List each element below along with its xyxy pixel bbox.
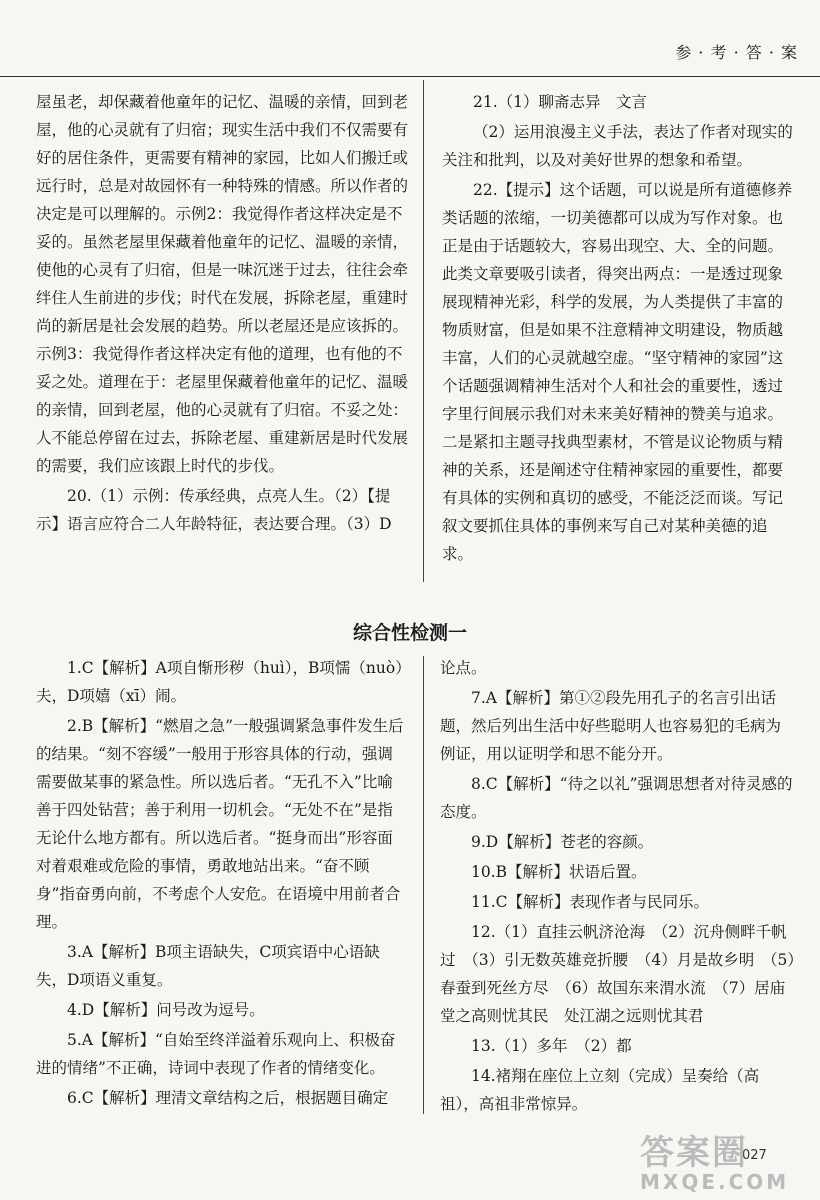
- upper-left-column: [36, 88, 408, 540]
- column-divider-top: [423, 80, 424, 582]
- answer-paragraph: 21.（1）聊斋志异 文言: [473, 93, 648, 111]
- answer-item: 12.（1）直挂云帆济沧海 （2）沉舟侧畔千帆过 （3）引无数英雄竞折腰 （4）月是故乡明 （5）春蚕到死丝方尽 （6）故国东来渭水流 （7）居庙堂之高则忧其民 处江湖之远则忧其君: [440, 923, 796, 1025]
- watermark-text: 答案圈: [640, 1133, 748, 1173]
- answer-item: 7.A【解析】第①②段先用孔子的名言引出话题，然后列出生活中好些聪明人也容易犯的毛病为例证，用以证明学和思不能分开。: [440, 689, 782, 763]
- lower-left-column: [36, 654, 408, 1114]
- section-title: 综合性检测一: [352, 622, 467, 644]
- answer-paragraph: 屋虽老，却保藏着他童年的记忆、温暖的亲情，回到老屋，他的心灵就有了归宿；现实生活中我们不仅需要有好的居住条件，更需要有精神的家园，比如人们搬迁或远行时，总是对故园怀有一种特殊的情感。所以作者的决定是可以理解的。示例2：我觉得作者这样决定是不妥的。虽然老屋里保藏着他童年的记忆、温暖的亲情，使他的心灵有了归宿，但是一味沉迷于过去，往往会牵绊住人生前进的步伐；时代在发展，拆除老屋，重建时尚的新居是社会发展的趋势。所以老屋还是应该拆的。示例3：我觉得作者这样决定有他的道理，也有他的不妥之处。道理在于：老屋里保藏着他童年的记忆、温暖的亲情，回到老屋，他的心灵就有了归宿。不妥之处：人不能总停留在过去，拆除老屋、重建新居是时代发展的需要，我们应该跟上时代的步伐。: [36, 93, 409, 475]
- upper-right-column: [442, 88, 798, 570]
- watermark-url: MXQE.COM: [640, 1170, 790, 1194]
- answer-item: 8.C【解析】“待之以礼”强调思想者对待灵感的态度。: [440, 775, 793, 821]
- answer-item: 9.D【解析】苍老的容颜。: [471, 833, 654, 851]
- column-divider-bottom: [423, 656, 424, 1114]
- answer-item: 11.C【解析】表现作者与民同乐。: [471, 893, 710, 911]
- answer-item: 10.B【解析】状语后置。: [471, 863, 647, 881]
- answer-item: 论点。: [440, 659, 487, 677]
- answer-item: 13.（1）多年 （2）都: [471, 1037, 632, 1055]
- answer-item: 3.A【解析】B项主语缺失，C项宾语中心语缺失，D项语义重复。: [36, 943, 380, 989]
- answer-item: 2.B【解析】“燃眉之急”一般强调紧急事件发生后的结果。“刻不容缓”一般用于形容具体的行动，强调需要做某事的紧急性。所以选后者。“无孔不入”比喻善于四处钻营；善于利用一切机会。“无处不在”是指无论什么地方都有。所以选后者。“挺身而出”形容面对着艰难或危险的事情，勇敢地站出来。“奋不顾身”指奋勇向前，不考虑个人安危。在语境中用前者合理。: [36, 717, 404, 931]
- answer-item: 6.C【解析】理清文章结构之后，根据题目确定: [67, 1089, 389, 1107]
- header-rule: [0, 76, 820, 77]
- answer-paragraph: （2）运用浪漫主义手法，表达了作者对现实的关注和批判，以及对美好世界的想象和希望。: [442, 123, 793, 169]
- answer-item: 14.褚翔在座位上立刻（完成）呈奏给（高祖），高祖非常惊异。: [440, 1067, 760, 1113]
- answer-item: 1.C【解析】A项自惭形秽（huì），B项懦（nuò）夫，D项嬉（xī）闹。: [36, 659, 403, 705]
- answer-item: 5.A【解析】“自始至终洋溢着乐观向上、积极奋进的情绪”不正确，诗词中表现了作者的情绪变化。: [36, 1031, 396, 1077]
- answer-paragraph: 20.（1）示例：传承经典，点亮人生。（2）【提示】语言应符合二人年龄特征，表达要合理。（3）D: [36, 487, 392, 533]
- lower-right-column: [440, 654, 796, 1120]
- answer-paragraph: 22.【提示】这个话题，可以说是所有道德修养类话题的浓缩，一切美德都可以成为写作对象。也正是由于话题较大，容易出现空、大、全的问题。此类文章要吸引读者，得突出两点：一是透过现象展现精神光彩，科学的发展，为人类提供了丰富的物质财富，但是如果不注意精神文明建设，物质越丰富，人们的心灵就越空虚。“坚守精神的家园”这个话题强调精神生活对个人和社会的重要性，透过字里行间展示我们对未来美好精神的赞美与追求。二是紧扣主题寻找典型素材，不管是议论物质与精神的关系，还是阐述守住精神家园的重要性，都要有具体的实例和真切的感受，不能泛泛而谈。写记叙文要抓住具体的事例来写自己对某种美德的追求。: [442, 181, 793, 563]
- watermark-logo: [640, 1135, 810, 1197]
- page-header-title: 参 · 考 · 答 · 案: [675, 43, 798, 62]
- answer-item: 4.D【解析】问号改为逗号。: [67, 1001, 265, 1019]
- page-number: 027: [742, 1148, 767, 1163]
